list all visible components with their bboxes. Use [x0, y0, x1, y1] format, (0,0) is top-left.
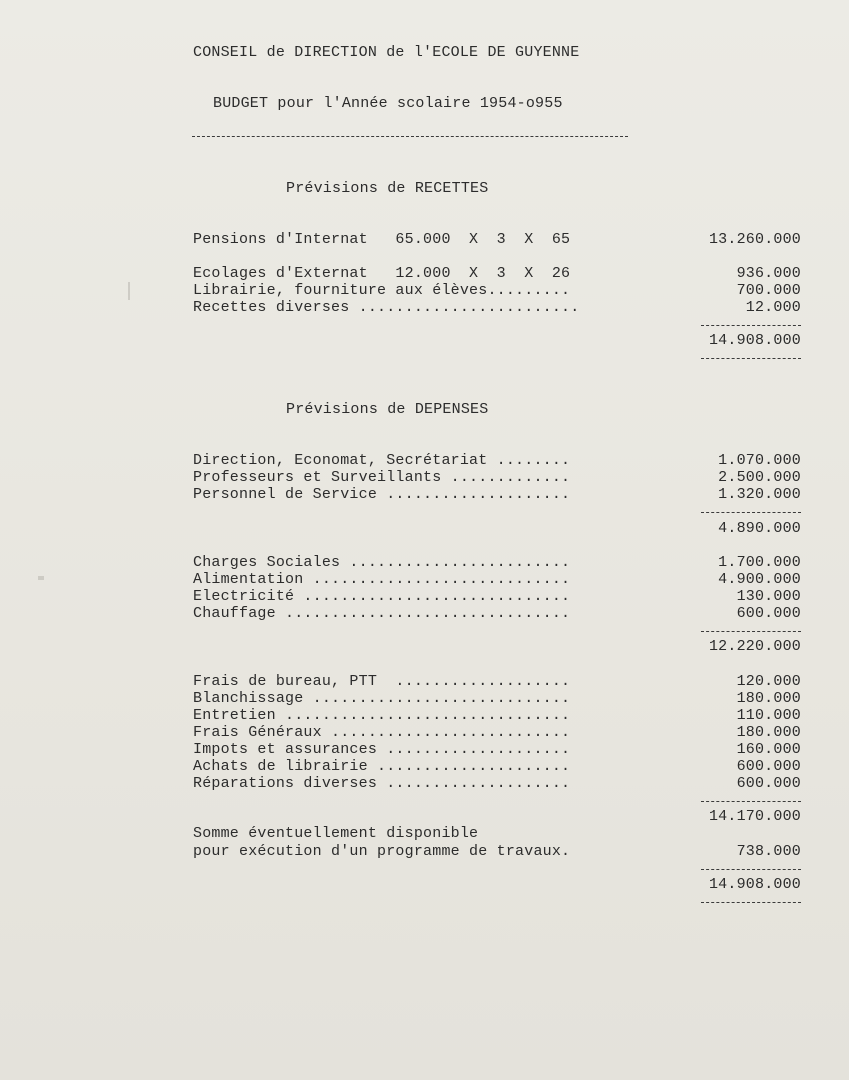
total-rule — [701, 358, 801, 359]
group3-subtotal: 14.170.000 — [708, 808, 801, 825]
depense-label: Chauffage ............................... — [193, 605, 571, 622]
depense-label: Charges Sociales ........................ — [193, 554, 571, 571]
depense-amount: 4.900.000 — [718, 571, 801, 588]
grand-total-rule — [701, 869, 801, 870]
recette-amount: 12.000 — [745, 299, 801, 316]
grand-total-rule — [701, 902, 801, 903]
recette-label: Ecolages d'Externat 12.000 X 3 X 26 — [193, 265, 571, 282]
document-subtitle: BUDGET pour l'Année scolaire 1954-o955 — [213, 95, 563, 112]
group1-subtotal: 4.890.000 — [718, 520, 801, 537]
available-label-line1: Somme éventuellement disponible — [193, 825, 479, 842]
depense-label: Electricité ............................. — [193, 588, 571, 605]
depense-amount: 180.000 — [736, 724, 801, 741]
subtotal-rule — [701, 801, 801, 802]
depense-amount: 110.000 — [736, 707, 801, 724]
depense-label: Réparations diverses .................... — [193, 775, 571, 792]
depense-amount: 2.500.000 — [718, 469, 801, 486]
depense-amount: 120.000 — [736, 673, 801, 690]
depense-amount: 1.700.000 — [718, 554, 801, 571]
depense-label: Achats de librairie ..................... — [193, 758, 571, 775]
depense-amount: 160.000 — [736, 741, 801, 758]
depense-label: Blanchissage ............................ — [193, 690, 571, 707]
depense-label: Direction, Economat, Secrétariat ........ — [193, 452, 571, 469]
depense-label: Personnel de Service .................... — [193, 486, 571, 503]
scan-mark — [38, 576, 44, 580]
depenses-heading: Prévisions de DEPENSES — [286, 401, 489, 418]
recette-amount: 936.000 — [736, 265, 801, 282]
recettes-heading: Prévisions de RECETTES — [286, 180, 489, 197]
grand-total: 14.908.000 — [708, 876, 801, 893]
total-rule — [701, 325, 801, 326]
scan-mark — [128, 282, 130, 300]
depense-label: Alimentation ............................ — [193, 571, 571, 588]
depense-label: Entretien ............................... — [193, 707, 571, 724]
recette-amount: 700.000 — [736, 282, 801, 299]
available-amount: 738.000 — [736, 843, 801, 860]
depense-amount: 1.320.000 — [718, 486, 801, 503]
subtotal-rule — [701, 512, 801, 513]
document-title: CONSEIL de DIRECTION de l'ECOLE DE GUYENNE — [193, 44, 580, 61]
subtotal-rule — [701, 631, 801, 632]
depense-amount: 600.000 — [736, 758, 801, 775]
group2-subtotal: 12.220.000 — [708, 638, 801, 655]
depense-amount: 130.000 — [736, 588, 801, 605]
recette-label: Recettes diverses ........................ — [193, 299, 580, 316]
depense-label: Professeurs et Surveillants ............. — [193, 469, 571, 486]
available-label-line2: pour exécution d'un programme de travaux. — [193, 843, 571, 860]
depense-amount: 600.000 — [736, 775, 801, 792]
recette-label: Librairie, fourniture aux élèves......... — [193, 282, 571, 299]
recette-label: Pensions d'Internat 65.000 X 3 X 65 — [193, 231, 571, 248]
depense-label: Frais Généraux .......................... — [193, 724, 571, 741]
recette-amount: 13.260.000 — [708, 231, 801, 248]
recettes-total: 14.908.000 — [708, 332, 801, 349]
depense-amount: 600.000 — [736, 605, 801, 622]
header-separator — [192, 136, 628, 137]
depense-amount: 1.070.000 — [718, 452, 801, 469]
depense-label: Impots et assurances .................... — [193, 741, 571, 758]
depense-amount: 180.000 — [736, 690, 801, 707]
depense-label: Frais de bureau, PTT ................... — [193, 673, 571, 690]
